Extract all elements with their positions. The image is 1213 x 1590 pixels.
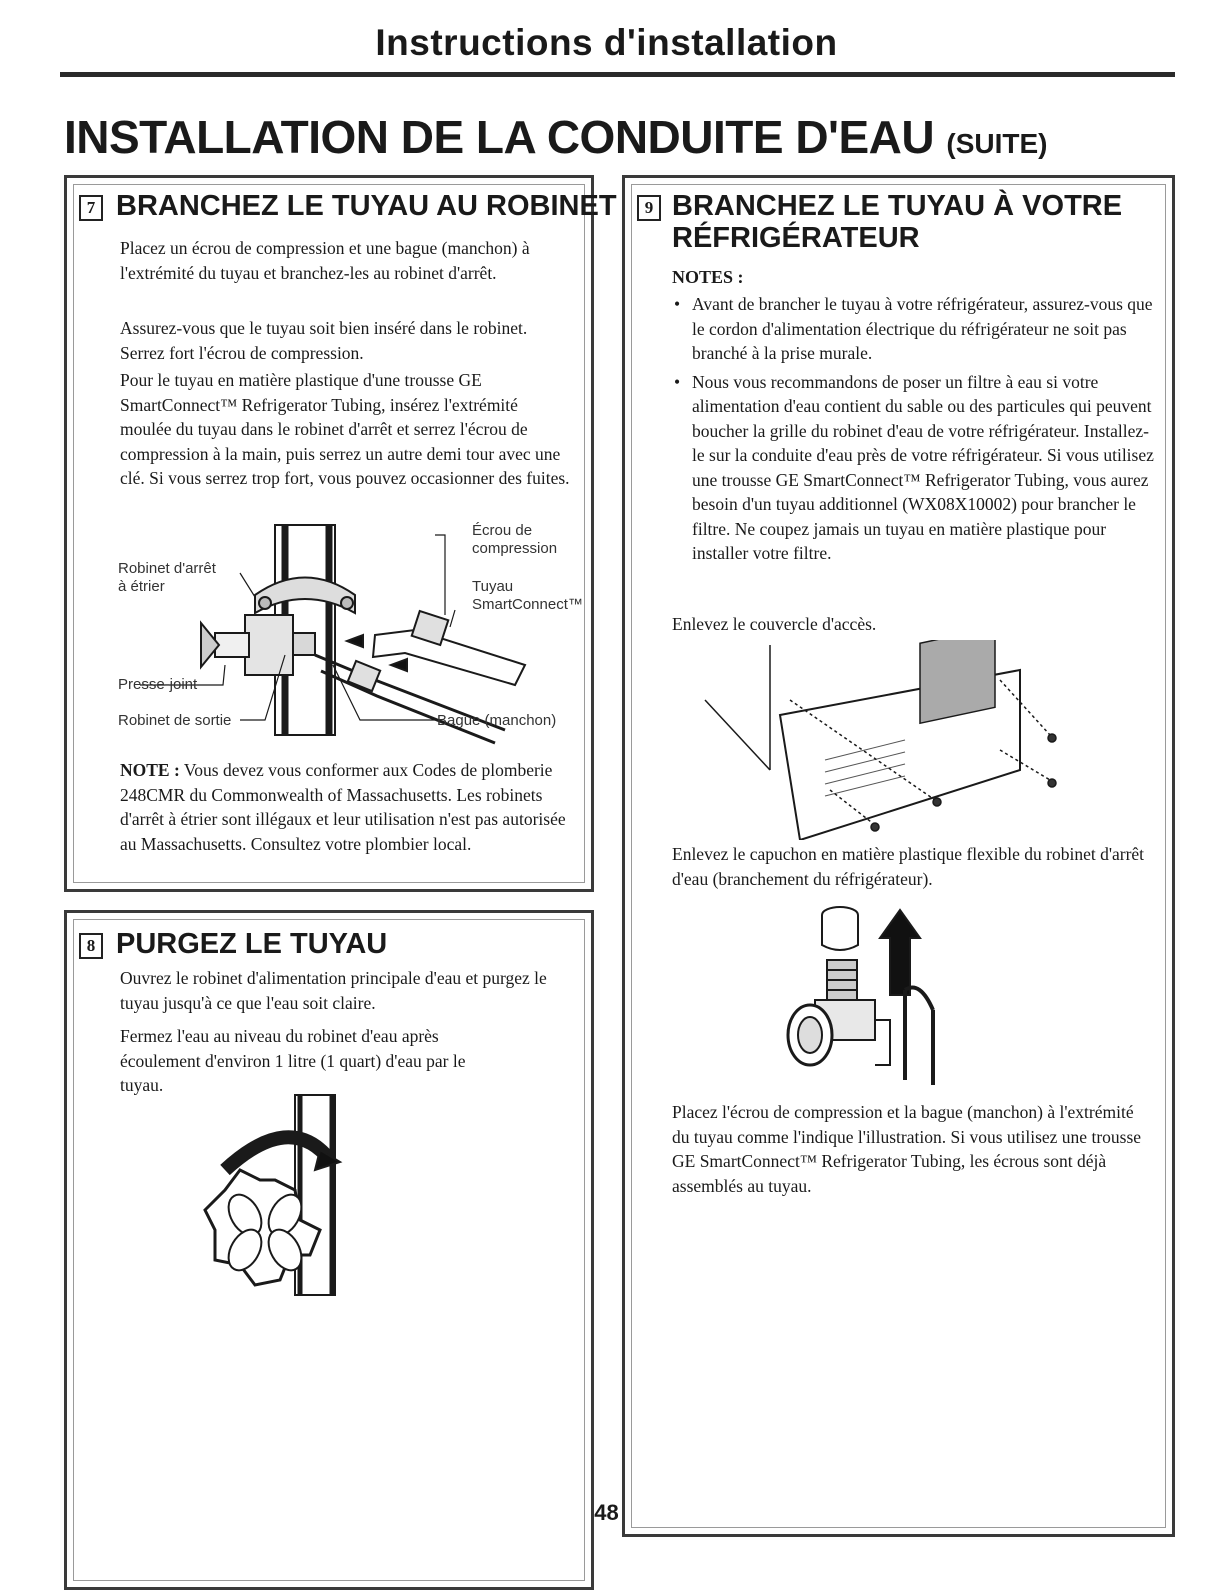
label-ecrou-compression <box>472 522 557 558</box>
step7-paragraph-2: Assurez-vous que le tuyau soit bien inséré dans le robinet. Serrez fort l'écrou de compression. <box>120 318 528 363</box>
header-rule <box>60 72 1175 77</box>
step9-paragraph-access: Enlevez le couvercle d'accès. <box>672 614 877 634</box>
step7-title: BRANCHEZ LE TUYAU AU ROBINET <box>116 190 617 222</box>
step8-number: 8 <box>79 933 103 959</box>
label-ecrou-line1: Écrou de <box>472 522 533 539</box>
label-ecrou-line2: compression <box>472 540 558 557</box>
label-presse-joint: Presse-joint <box>118 676 198 693</box>
label-tuyau-smartconnect <box>472 578 583 614</box>
step9-title-line1: BRANCHEZ LE TUYAU À VOTRE <box>672 190 1123 222</box>
step8-title: PURGEZ LE TUYAU <box>116 928 388 960</box>
step8-paragraph-1: Ouvrez le robinet d'alimentation principale d'eau et purgez le tuyau jusqu'à ce que l'eau soit claire. <box>120 968 547 1013</box>
section-title-text: INSTALLATION DE LA CONDUITE D'EAU <box>64 111 935 163</box>
step9-note-1: • Avant de brancher le tuyau à votre réfrigérateur, assurez-vous que le cordon d'alimentation électrique du réfrigérateur ne soit pas branché à la prise murale. <box>672 292 1157 366</box>
step7-paragraph-1: Placez un écrou de compression et une bague (manchon) à l'extrémité du tuyau et branchez-les au robinet d'arrêt. <box>120 238 530 283</box>
step9-notes-list <box>672 292 1157 570</box>
section-title <box>64 110 1048 164</box>
label-robinet-sortie: Robinet de sortie <box>118 712 232 729</box>
step7-note-label: NOTE : <box>120 760 180 780</box>
step7-note-text: Vous devez vous conformer aux Codes de plomberie 248CMR du Commonwealth of Massachusetts. Les robinets d'arrêt à étrier sont illégaux et leur utilisation n'est pas autorisée au Massachusetts. Consultez votre plombier local. <box>120 760 566 854</box>
water-valve-cap-illustration <box>785 900 965 1090</box>
valve-handle-illustration <box>200 1090 380 1300</box>
step9-paragraph-cap: Enlevez le capuchon en matière plastique flexible du robinet d'arrêt d'eau (branchement du réfrigérateur). <box>672 844 1145 889</box>
step9-note-2: • Nous vous recommandons de poser un filtre à eau si votre alimentation d'eau contient du sable ou des particules qui peuvent boucher la grille du robinet d'eau de votre réfrigérateur. Installez-le sur la conduite d'eau près de votre réfrigérateur. Si vous utilisez une trousse GE SmartConnect™ Refrigerator Tubing, vous aurez besoin d'un tuyau additionnel (WX08X10002) pour brancher le filtre. Ne coupez jamais un tuyau en matière plastique pour installer votre filtre. <box>672 370 1157 566</box>
label-robinet-arret-line1: Robinet d'arrêt <box>118 560 216 577</box>
label-tuyau-line1: Tuyau <box>472 578 514 595</box>
label-robinet-arret-line2: à étrier <box>118 578 165 595</box>
access-cover-illustration <box>700 640 1080 840</box>
page-number: 48 <box>594 1500 619 1525</box>
page-header-title: Instructions d'installation <box>375 22 838 63</box>
label-robinet-arret <box>118 560 216 596</box>
step7-note <box>120 758 570 856</box>
step9-notes-label: NOTES : <box>672 267 744 287</box>
step9-paragraph-place: Placez l'écrou de compression et la bague (manchon) à l'extrémité du tuyau comme l'indique l'illustration. Si vous utilisez une trousse GE SmartConnect™ Refrigerator Tubing, les écrous sont déjà assemblés au tuyau. <box>672 1102 1142 1196</box>
label-bague: Bague (manchon) <box>437 712 557 729</box>
step8-paragraph-2: Fermez l'eau au niveau du robinet d'eau après écoulement d'environ 1 litre (1 quart) d'eau par le tuyau. <box>120 1026 466 1095</box>
step9-title-line2: RÉFRIGÉRATEUR <box>672 222 920 254</box>
step7-number: 7 <box>79 195 103 221</box>
step9-number: 9 <box>637 195 661 221</box>
label-tuyau-line2: SmartConnect™ <box>472 596 583 613</box>
step7-paragraph-3: Pour le tuyau en matière plastique d'une trousse GE SmartConnect™ Refrigerator Tubing, insérez l'extrémité moulée du tuyau dans le robinet d'arrêt et serrez l'écrou de compression à la main, puis serrez un autre demi tour avec une clé. Si vous serrez trop fort, vous pouvez occasionner des fuites. <box>120 370 570 488</box>
section-title-suffix: (SUITE) <box>946 128 1048 159</box>
